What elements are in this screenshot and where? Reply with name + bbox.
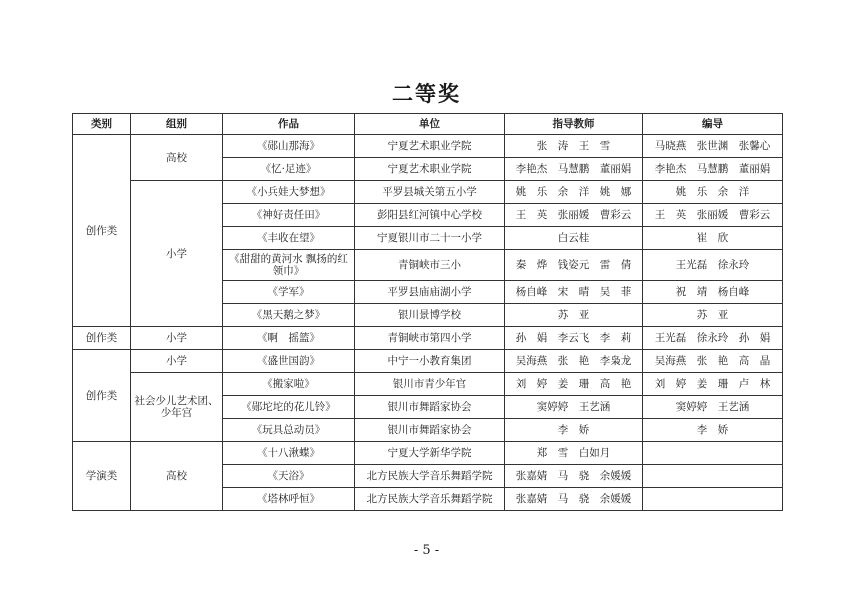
group-cell: 社会少儿艺术团、少年宫 (131, 373, 223, 442)
work-cell: 《郧坨坨的花儿铃》 (223, 396, 355, 419)
group-cell: 小学 (131, 327, 223, 350)
choreographer-cell (643, 442, 783, 465)
unit-cell: 中宁一小教育集团 (355, 350, 505, 373)
choreographer-cell: 李艳杰 马慧鹏 董丽娟 (643, 158, 783, 181)
header-row (73, 114, 783, 135)
teachers-cell: 王 英 张丽媛 曹彩云 (505, 204, 643, 227)
header-group: 组别 (131, 114, 223, 135)
table-row (73, 350, 783, 373)
work-cell: 《十八湫蝶》 (223, 442, 355, 465)
unit-cell: 宁夏艺术职业学院 (355, 158, 505, 181)
unit-cell: 银川市青少年官 (355, 373, 505, 396)
unit-cell: 平罗县城关第五小学 (355, 181, 505, 204)
group-cell: 高校 (131, 442, 223, 511)
choreographer-cell: 王光磊 徐永玲 (643, 250, 783, 281)
teachers-cell: 李 娇 (505, 419, 643, 442)
teachers-cell: 吴海燕 张 艳 李枭龙 (505, 350, 643, 373)
table-row (73, 442, 783, 465)
choreographer-cell (643, 465, 783, 488)
table-row (73, 135, 783, 158)
choreographer-cell: 刘 婷 姜 珊 卢 林 (643, 373, 783, 396)
work-cell: 《学军》 (223, 281, 355, 304)
teachers-cell: 张嘉婧 马 骁 余媛媛 (505, 488, 643, 511)
work-cell: 《忆·足迹》 (223, 158, 355, 181)
work-cell: 《啊 摇篮》 (223, 327, 355, 350)
teachers-cell: 张嘉婧 马 骁 余媛媛 (505, 465, 643, 488)
work-cell: 《盛世国韵》 (223, 350, 355, 373)
table-row (73, 373, 783, 396)
choreographer-cell: 马晓燕 张世渊 张馨心 (643, 135, 783, 158)
teachers-cell: 郑 雪 白如月 (505, 442, 643, 465)
unit-cell: 青铜峡市第四小学 (355, 327, 505, 350)
teachers-cell: 李艳杰 马慧鹏 董丽娟 (505, 158, 643, 181)
header-category: 类别 (73, 114, 131, 135)
group-cell: 小学 (131, 350, 223, 373)
unit-cell: 平罗县庙庙湖小学 (355, 281, 505, 304)
teachers-cell: 杨自峰 宋 晴 吴 菲 (505, 281, 643, 304)
teachers-cell: 苏 亚 (505, 304, 643, 327)
teachers-cell: 刘 婷 姜 珊 高 艳 (505, 373, 643, 396)
unit-cell: 北方民族大学音乐舞蹈学院 (355, 488, 505, 511)
unit-cell: 彭阳县红河镇中心学校 (355, 204, 505, 227)
choreographer-cell: 李 娇 (643, 419, 783, 442)
work-cell: 《甜甜的黄河水 飘扬的红领巾》 (223, 250, 355, 281)
work-cell: 《搬家啦》 (223, 373, 355, 396)
choreographer-cell: 王 英 张丽媛 曹彩云 (643, 204, 783, 227)
page-number: - 5 - (413, 543, 440, 558)
work-cell: 《小兵娃大梦想》 (223, 181, 355, 204)
category-cell: 创作类 (73, 350, 131, 442)
unit-cell: 宁夏大学新华学院 (355, 442, 505, 465)
table-row (73, 327, 783, 350)
group-cell: 高校 (131, 135, 223, 181)
teachers-cell: 姚 乐 余 洋 姚 娜 (505, 181, 643, 204)
choreographer-cell: 祝 靖 杨自峰 (643, 281, 783, 304)
header-unit: 单位 (355, 114, 505, 135)
unit-cell: 宁夏银川市二十一小学 (355, 227, 505, 250)
header-choreographer: 编导 (643, 114, 783, 135)
choreographer-cell: 王光磊 徐永玲 孙 娟 (643, 327, 783, 350)
work-cell: 《天浴》 (223, 465, 355, 488)
teachers-cell: 张 涛 王 雪 (505, 135, 643, 158)
category-cell: 创作类 (73, 135, 131, 327)
work-cell: 《神好责任田》 (223, 204, 355, 227)
table-row (73, 181, 783, 204)
choreographer-cell: 苏 亚 (643, 304, 783, 327)
teachers-cell: 窦婷婷 王艺涵 (505, 396, 643, 419)
choreographer-cell: 姚 乐 余 洋 (643, 181, 783, 204)
award-table (72, 113, 783, 511)
work-cell: 《玩具总动员》 (223, 419, 355, 442)
header-work: 作品 (223, 114, 355, 135)
work-cell: 《黑天鹅之梦》 (223, 304, 355, 327)
unit-cell: 青铜峡市三小 (355, 250, 505, 281)
header-teachers: 指导教师 (505, 114, 643, 135)
group-cell: 小学 (131, 181, 223, 327)
category-cell: 创作类 (73, 327, 131, 350)
choreographer-cell: 崔 欣 (643, 227, 783, 250)
choreographer-cell: 窦婷婷 王艺涵 (643, 396, 783, 419)
choreographer-cell: 吴海燕 张 艳 高 晶 (643, 350, 783, 373)
category-cell: 学演类 (73, 442, 131, 511)
work-cell: 《郧山那海》 (223, 135, 355, 158)
page-title: 二等奖 (392, 82, 461, 106)
work-cell: 《塔林呼恒》 (223, 488, 355, 511)
unit-cell: 银川市舞蹈家协会 (355, 396, 505, 419)
unit-cell: 银川景博学校 (355, 304, 505, 327)
choreographer-cell (643, 488, 783, 511)
teachers-cell: 孙 娟 李云飞 李 莉 (505, 327, 643, 350)
teachers-cell: 白云桂 (505, 227, 643, 250)
unit-cell: 银川市舞蹈家协会 (355, 419, 505, 442)
work-cell: 《丰收在望》 (223, 227, 355, 250)
teachers-cell: 秦 烨 钱姿元 雷 倩 (505, 250, 643, 281)
unit-cell: 宁夏艺术职业学院 (355, 135, 505, 158)
unit-cell: 北方民族大学音乐舞蹈学院 (355, 465, 505, 488)
